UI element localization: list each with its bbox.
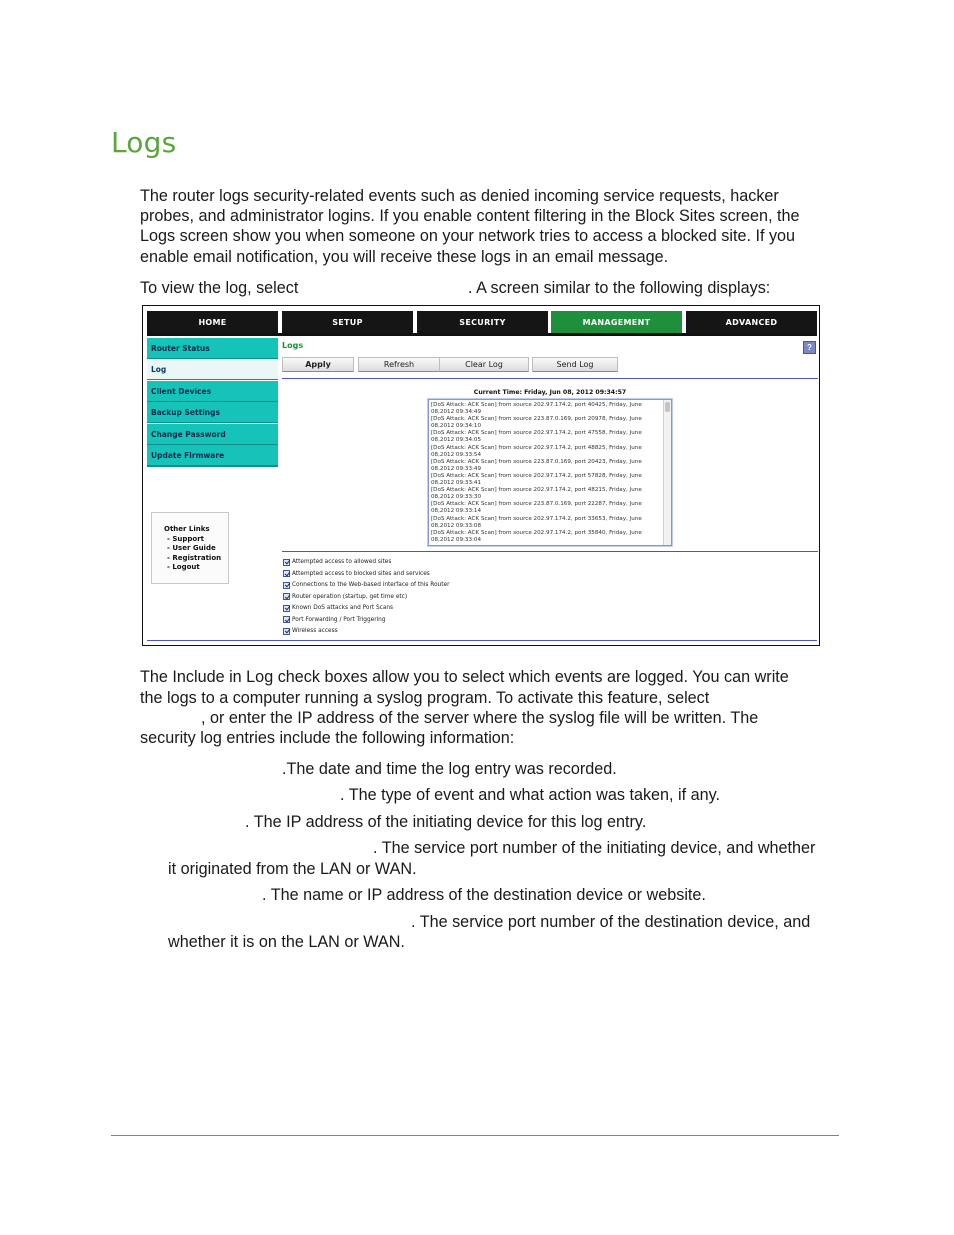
log-textarea[interactable] [428,399,672,546]
bottom-divider [147,640,817,641]
info-item-description: . The type of event and what action was taken, if any. [340,786,721,804]
checkbox-label: Wireless access [292,628,338,634]
footer-rule [111,1135,839,1136]
checkbox-blocked-sites[interactable] [283,569,430,579]
send-log-button[interactable]: Send Log [532,357,618,372]
tab-home[interactable]: HOME [147,311,278,333]
help-icon[interactable]: ? [803,341,816,354]
sidebar-item-client-devices[interactable]: Client Devices [147,381,278,402]
sidebar-item-log[interactable]: Log [147,359,278,380]
button-divider [282,378,818,379]
sidebar-bottom-border [147,466,278,467]
view-text-a: To view the log, select [140,279,299,297]
checkbox-wireless-access[interactable] [283,626,338,636]
clear-log-button[interactable]: Clear Log [439,357,529,372]
checkbox-allowed-sites[interactable] [283,557,391,567]
link-logout[interactable]: - Logout [167,563,200,571]
checkbox-label: Attempted access to blocked sites and services [292,570,430,577]
link-support[interactable]: - Support [167,534,204,543]
router-screenshot [142,305,820,646]
include-line-2: the logs to a computer running a syslog program. To activate this feature, select [140,689,710,707]
tab-advanced[interactable]: ADVANCED [686,311,817,333]
checkbox-label: Attempted access to allowed sites [292,559,392,565]
other-links-box [151,512,229,584]
intro-line-4: enable email notification, you will receive these logs in an email message. [140,248,669,266]
checkbox-checked-icon[interactable] [283,616,290,623]
page-heading: Logs [111,126,177,159]
log-scroll-thumb[interactable] [665,402,670,412]
checkbox-checked-icon[interactable] [283,605,290,612]
info-item-source-port: . The service port number of the initiating device, and whether [373,839,816,857]
checkbox-checked-icon[interactable] [283,582,290,589]
current-time: Current Time: Friday, Jun 08, 2012 09:34:57 [473,389,627,396]
include-line-3: , or enter the IP address of the server where the syslog file will be written. The [201,709,759,727]
sidebar-item-update-firmware[interactable]: Update Firmware [147,445,278,466]
info-item-target-port: . The service port number of the destination device, and [411,913,811,931]
section-title: Logs [282,341,304,350]
checkbox-web-interface[interactable] [283,580,450,590]
sidebar-item-change-password[interactable]: Change Password [147,424,278,445]
checkbox-dos-attacks[interactable] [283,603,393,613]
info-item-source-port-cont: it originated from the LAN or WAN. [168,860,417,878]
link-user-guide[interactable]: - User Guide [167,544,216,552]
tab-setup[interactable]: SETUP [282,311,413,333]
log-scrollbar[interactable] [663,400,671,545]
view-text-b: . A screen similar to the following displays: [468,279,771,297]
checkbox-checked-icon[interactable] [283,559,290,566]
checkbox-router-operation[interactable] [283,592,407,602]
checkbox-label: Known DoS attacks and Port Scans [292,605,394,611]
info-item-target-port-cont: whether it is on the LAN or WAN. [168,933,405,951]
link-registration[interactable]: - Registration [167,553,222,562]
tab-management[interactable]: MANAGEMENT [551,311,682,333]
intro-line-1: The router logs security-related events such as denied incoming service requests, hacker [140,187,779,205]
info-item-source-ip: . The IP address of the initiating device for this log entry. [245,813,647,831]
checkbox-label: Router operation (startup, get time etc) [292,593,408,600]
sidebar-item-backup-settings[interactable]: Backup Settings [147,402,278,423]
info-item-target-address: . The name or IP address of the destination device or website. [262,886,706,904]
checkbox-label: Port Forwarding / Port Triggering [292,616,386,623]
checkbox-checked-icon[interactable] [283,593,290,600]
log-text: [DoS Attack: ACK Scan] from source 202.97.174.2, port 40425, Friday, June 08,2012 09:34:49 [DoS Attack: ACK Scan] from source 223.87.0.169, port 20978, Friday, June 08,2012 09:34:10 [DoS Attack: ACK Scan] from source 202.97.174.2, port 47558, Friday, June 08,2012 09:34:05 [DoS Attack: ACK Scan] from source 202.97.174.2, port 48825, Friday, June 08,2012 09:33:54 [DoS Attack: ACK Scan] from source 223.87.0.169, port 20423, Friday, June 08,2012 09:33:49 [DoS Attack: ACK Scan] from source 202.97.174.2, port 57828, Friday, June 08,2012 09:33:41 [DoS Attack: ACK Scan] from source 202.97.174.2, port 48215, Friday, June 08,2012 09:33:30 [DoS Attack: ACK Scan] from source 223.87.0.169, port 22287, Friday, June 08,2012 09:33:14 [DoS Attack: ACK Scan] from source 202.97.174.2, port 33653, Friday, June 08,2012 09:33:08 [DoS Attack: ACK Scan] from source 202.97.174.2, port 35840, Friday, June 08,2012 09:33:04 [431,402,642,543]
intro-line-3: Logs screen show you when someone on your network tries to access a blocked site. If you [140,227,796,245]
other-links-title: Other Links [164,525,210,533]
apply-button[interactable]: Apply [282,357,354,372]
checkbox-checked-icon[interactable] [283,628,290,635]
intro-line-2: probes, and administrator logins. If you enable content filtering in the Block Sites screen, the [140,207,800,225]
include-line-4: security log entries include the following information: [140,729,515,747]
include-line-1: The Include in Log check boxes allow you to select which events are logged. You can write [140,668,789,686]
tab-security[interactable]: SECURITY [417,311,548,333]
checkbox-label: Connections to the Web-based interface of this Router [292,582,450,588]
refresh-button[interactable]: Refresh [358,357,440,372]
checkbox-checked-icon[interactable] [283,570,290,577]
checkbox-divider [282,551,818,552]
info-item-date-time: .The date and time the log entry was recorded. [282,760,617,778]
sidebar-item-router-status[interactable]: Router Status [147,338,278,359]
tab-underline [147,333,817,336]
checkbox-port-forwarding[interactable] [283,615,386,625]
